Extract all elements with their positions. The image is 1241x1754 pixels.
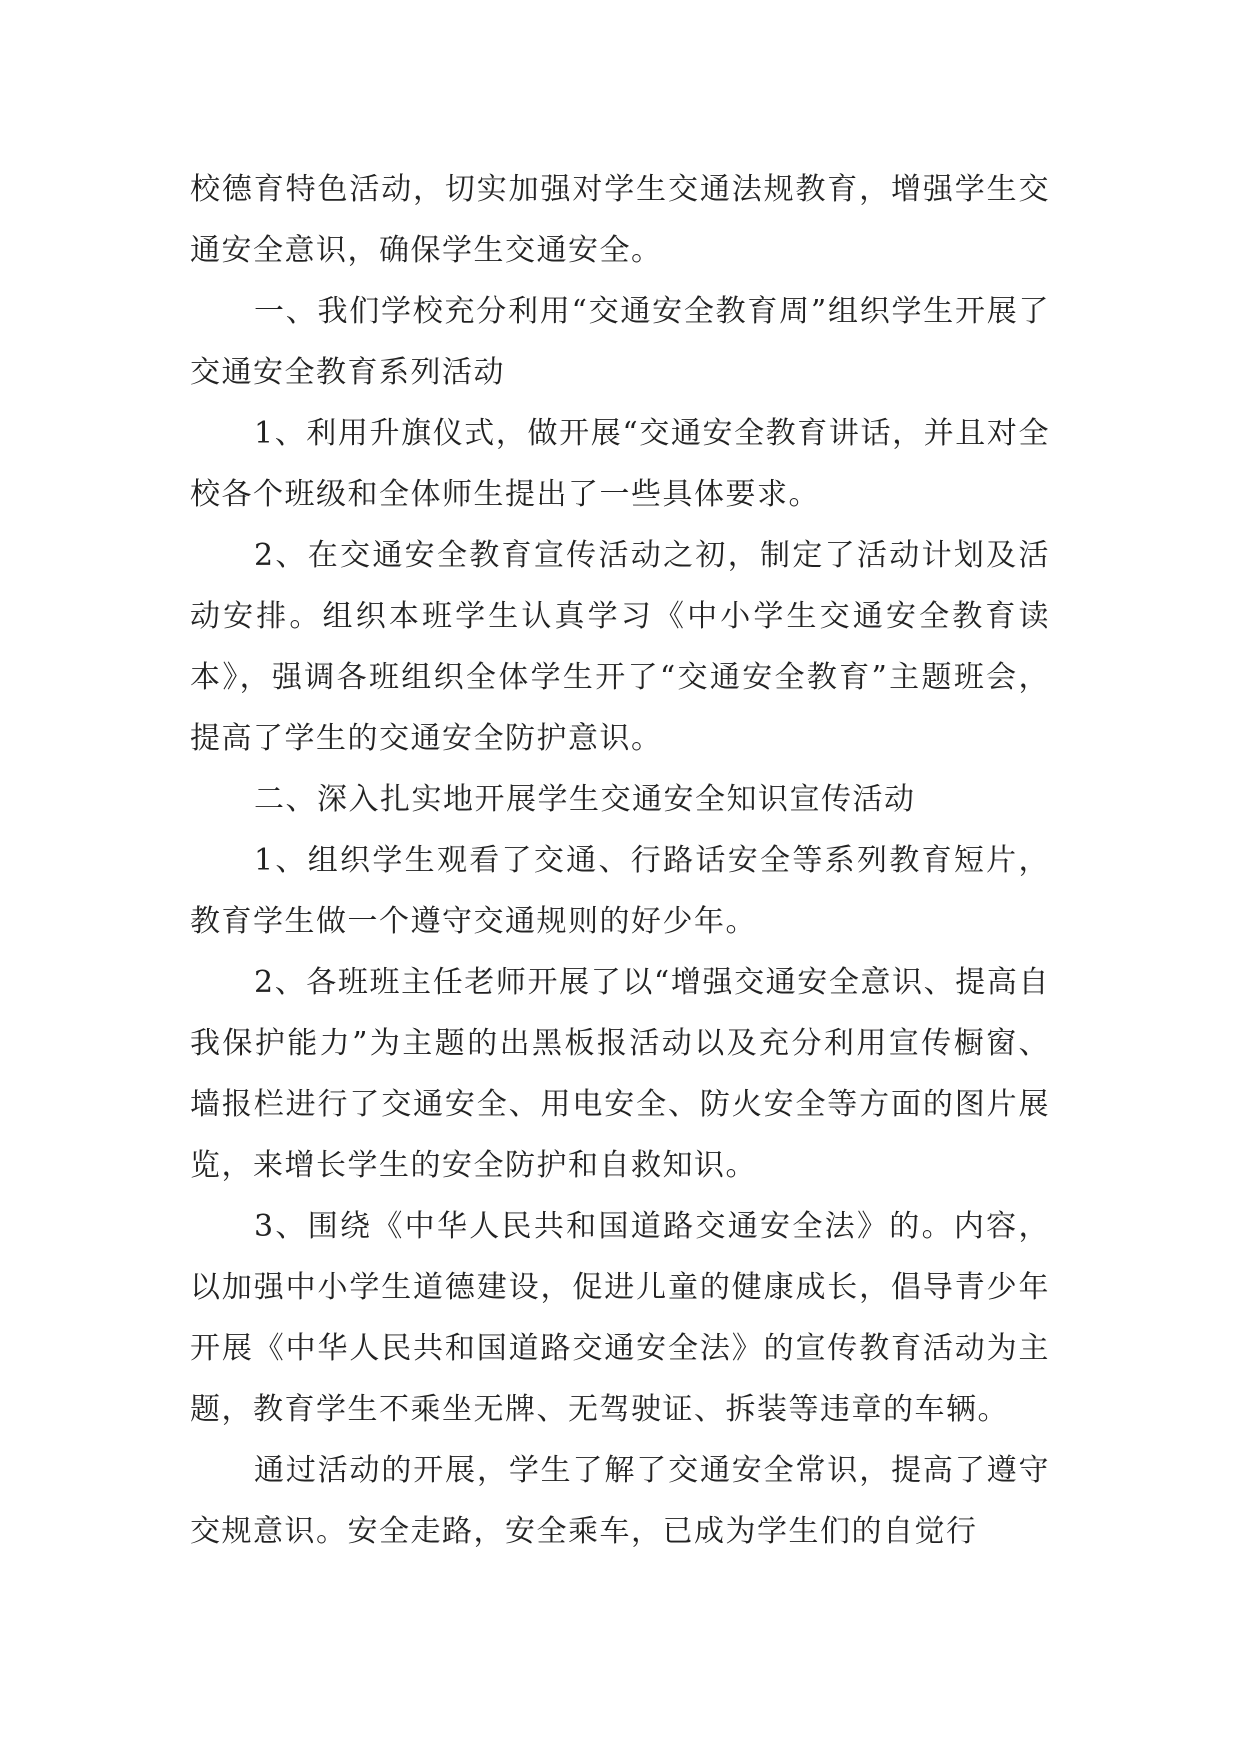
paragraph-item-2-activity-plan: 2、在交通安全教育宣传活动之初，制定了活动计划及活动安排。组织本班学生认真学习《中小学生交通安全教育读本》，强调各班组织全体学生开了“交通安全教育”主题班会，提高了学生的交通安全防护意识。 — [190, 538, 1050, 756]
paragraph-item-1-education-films: 1、组织学生观看了交通、行路话安全等系列教育短片，教育学生做一个遵守交通规则的好少年。 — [190, 843, 1050, 939]
paragraph-item-3-traffic-law: 3、围绕《中华人民共和国道路交通安全法》的。内容，以加强中小学生道德建设，促进儿童的健康成长，倡导青少年开展《中华人民共和国道路交通安全法》的宣传教育活动为主题，教育学生不乘坐无牌、无驾驶证、拆装等违章的车辆。 — [190, 1209, 1050, 1427]
paragraph-item-2-blackboard-newspaper: 2、各班班主任老师开展了以“增强交通安全意识、提高自我保护能力”为主题的出黑板报活动以及充分利用宣传橱窗、墙报栏进行了交通安全、用电安全、防火安全等方面的图片展览，来增长学生的安全防护和自救知识。 — [190, 965, 1050, 1183]
document-body — [190, 159, 1050, 1562]
paragraph-item-1-flag-ceremony: 1、利用升旗仪式，做开展“交通安全教育讲话，并且对全校各个班级和全体师生提出了一些具体要求。 — [190, 416, 1050, 512]
section-heading-one: 一、我们学校充分利用“交通安全教育周”组织学生开展了交通安全教育系列活动 — [190, 294, 1050, 390]
section-heading-two: 二、深入扎实地开展学生交通安全知识宣传活动 — [254, 782, 916, 817]
paragraph-conclusion: 通过活动的开展，学生了解了交通安全常识，提高了遵守交规意识。安全走路，安全乘车，已成为学生们的自觉行 — [190, 1453, 1050, 1549]
paragraph-intro-continuation: 校德育特色活动，切实加强对学生交通法规教育，增强学生交通安全意识，确保学生交通安全。 — [190, 172, 1050, 268]
